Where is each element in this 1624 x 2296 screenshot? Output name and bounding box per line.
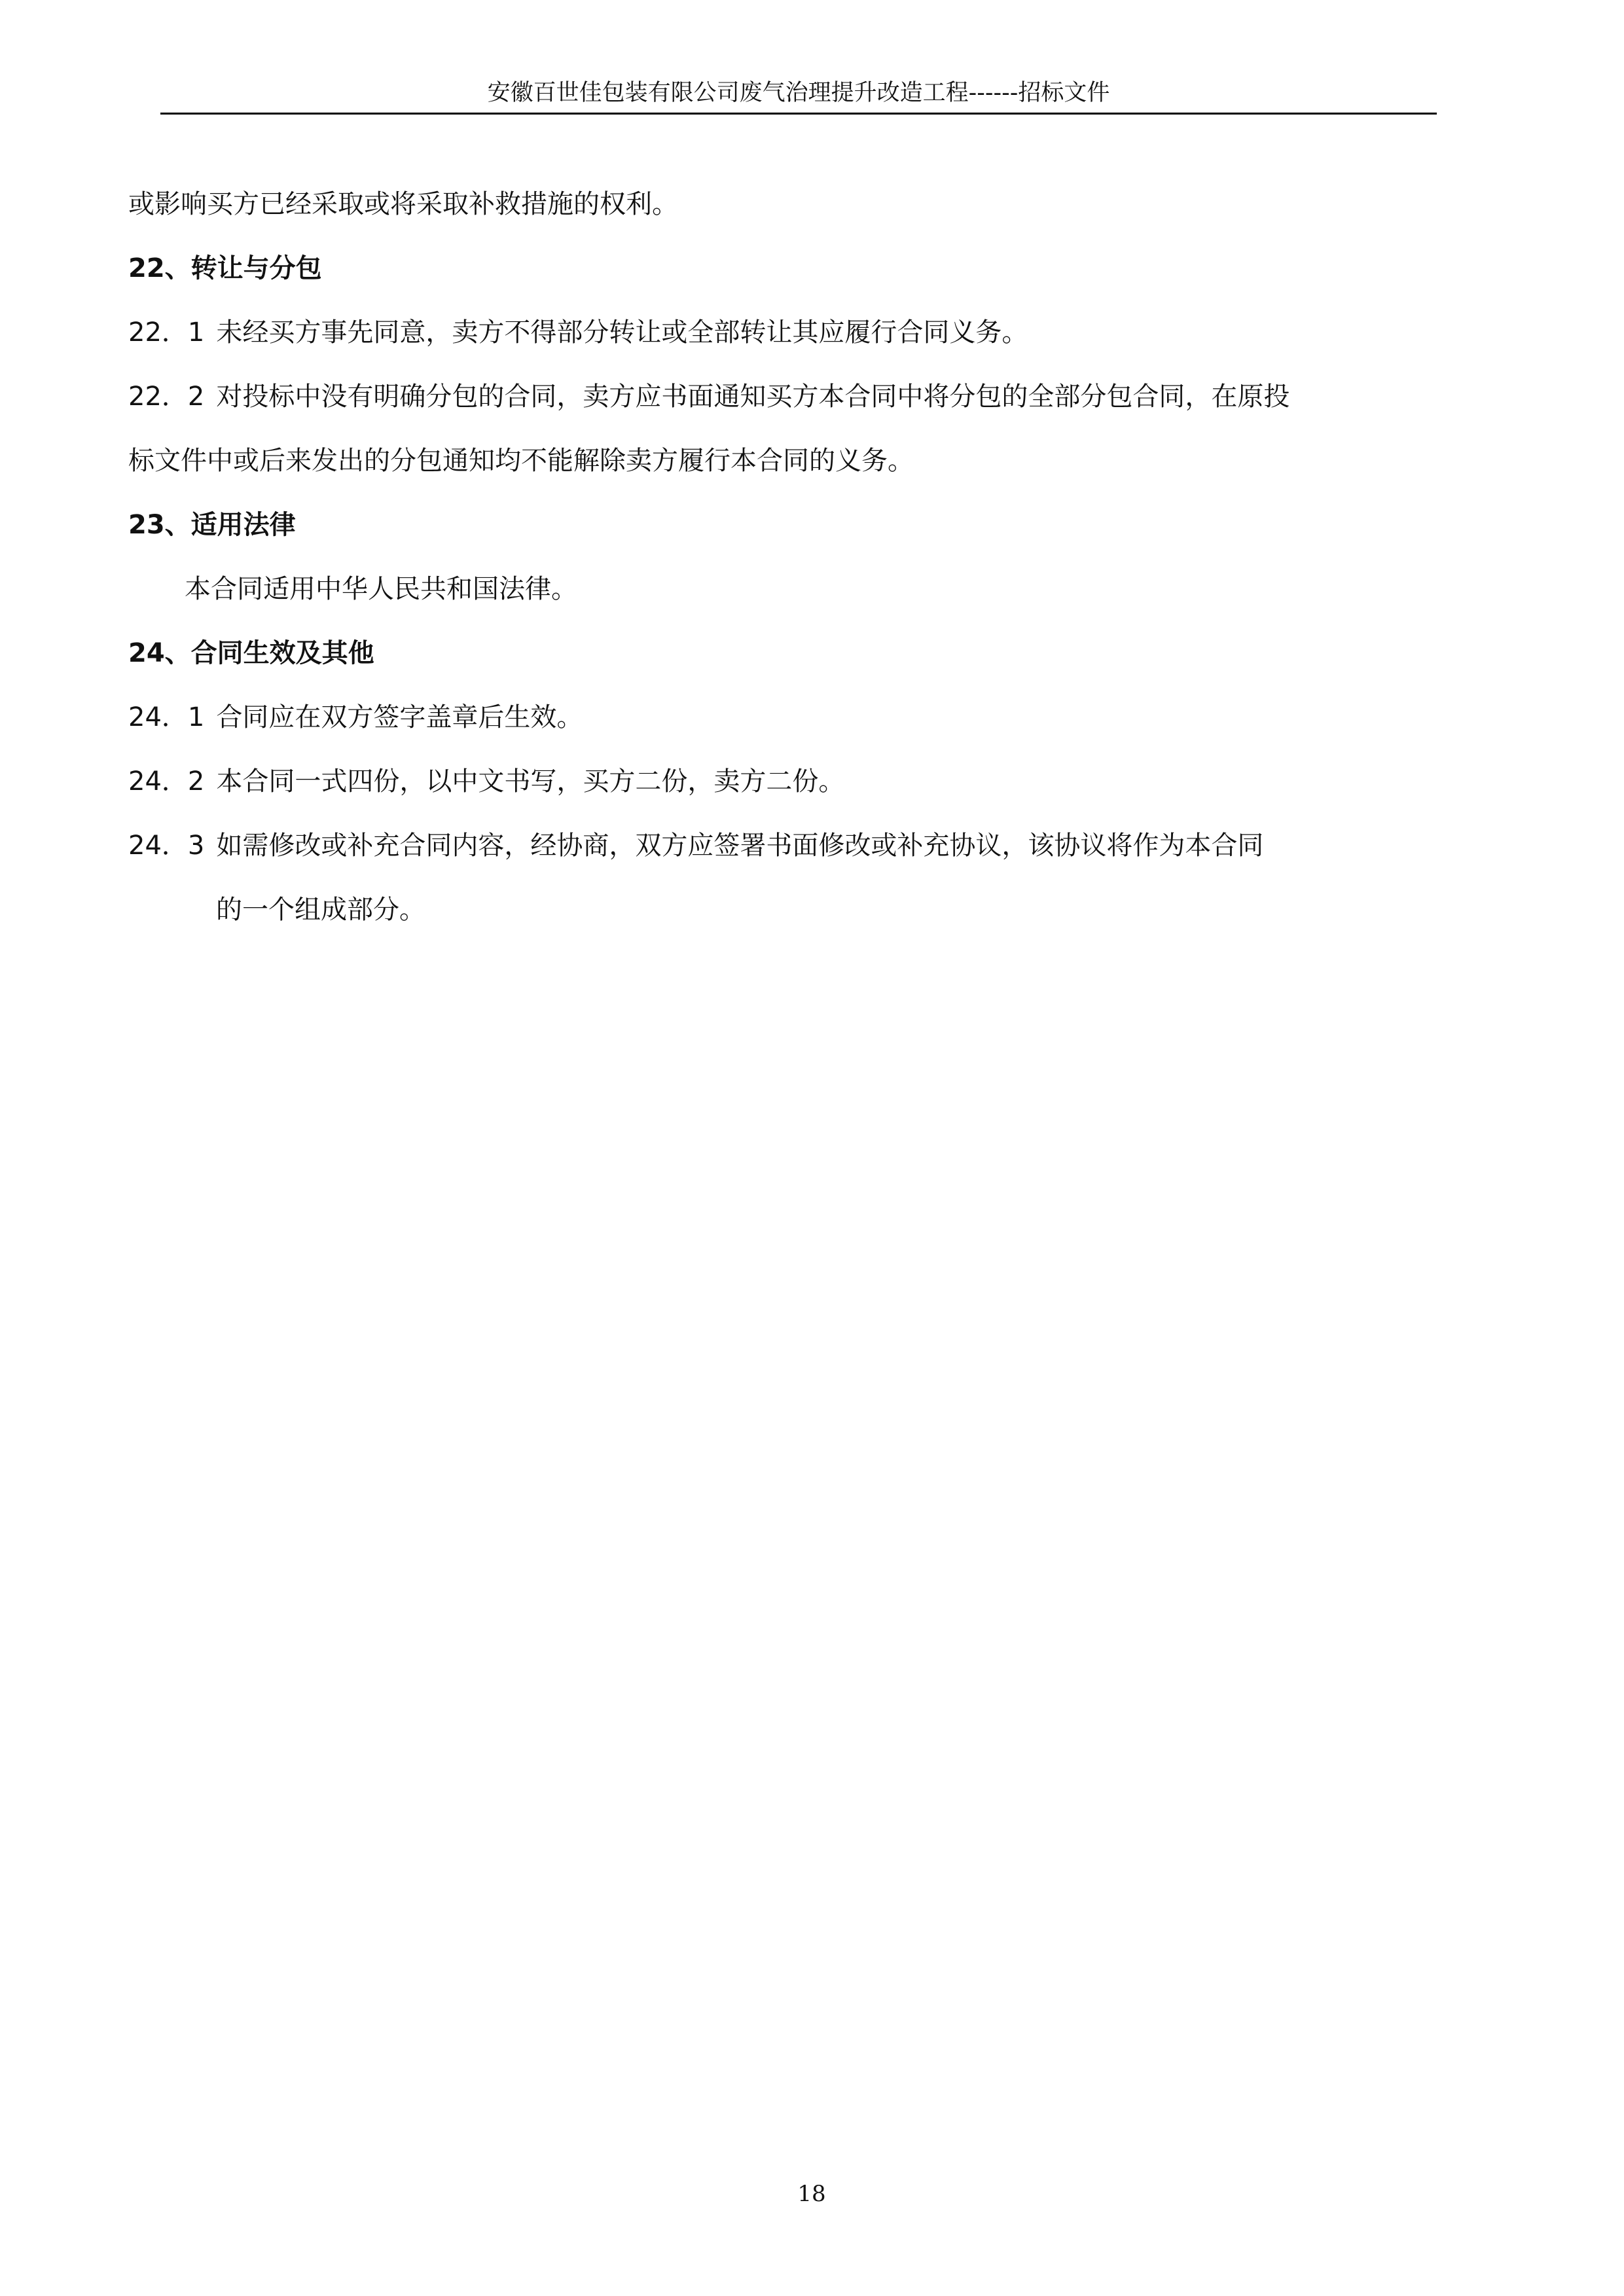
paragraph-text: 本合同适用中华人民共和国法律。 (185, 574, 577, 604)
section-heading-24 (128, 634, 374, 673)
clause-22-2 (128, 377, 1290, 416)
page-header-title: 安徽百世佳包装有限公司废气治理提升改造工程------招标文件 (487, 80, 1110, 106)
clause-number: 22．2 (128, 382, 205, 412)
clause-24-3-continuation (216, 890, 425, 929)
clause-number: 24．2 (128, 766, 205, 797)
clause-number: 24．3 (128, 831, 205, 861)
clause-24-2 (128, 762, 844, 801)
section-number: 22、 (128, 253, 191, 283)
clause-text: 标文件中或后来发出的分包通知均不能解除卖方履行本合同的义务。 (128, 446, 914, 476)
clause-text: 未经买方事先同意，卖方不得部分转让或全部转让其应履行合同义务。 (216, 317, 1028, 348)
clause-text: 如需修改或补充合同内容，经协商，双方应签署书面修改或补充协议，该协议将作为本合同 (216, 831, 1264, 861)
section-title: 适用法律 (190, 510, 296, 540)
section-number: 24、 (128, 638, 191, 668)
clause-22-2-continuation (128, 441, 914, 480)
clause-24-1 (128, 698, 583, 737)
clause-22-1 (128, 313, 1028, 352)
section-23-paragraph (185, 569, 577, 609)
section-title: 合同生效及其他 (190, 638, 374, 668)
clause-24-3 (128, 826, 1263, 865)
clause-text: 对投标中没有明确分包的合同，卖方应书面通知买方本合同中将分包的全部分包合同，在原投 (216, 382, 1290, 412)
clause-text: 的一个组成部分。 (216, 895, 425, 925)
section-heading-23 (128, 505, 296, 545)
clause-number: 24．1 (128, 702, 205, 732)
section-title: 转让与分包 (190, 253, 322, 283)
section-heading-22 (128, 249, 322, 288)
paragraph-continuation (128, 185, 678, 224)
clause-text: 本合同一式四份，以中文书写，买方二份，卖方二份。 (216, 766, 845, 797)
header-divider (160, 113, 1437, 115)
clause-number: 22．1 (128, 317, 205, 348)
paragraph-text: 或影响买方已经采取或将采取补救措施的权利。 (128, 189, 678, 219)
clause-text: 合同应在双方签字盖章后生效。 (216, 702, 583, 732)
section-number: 23、 (128, 510, 191, 540)
page-number: 18 (797, 2181, 826, 2207)
